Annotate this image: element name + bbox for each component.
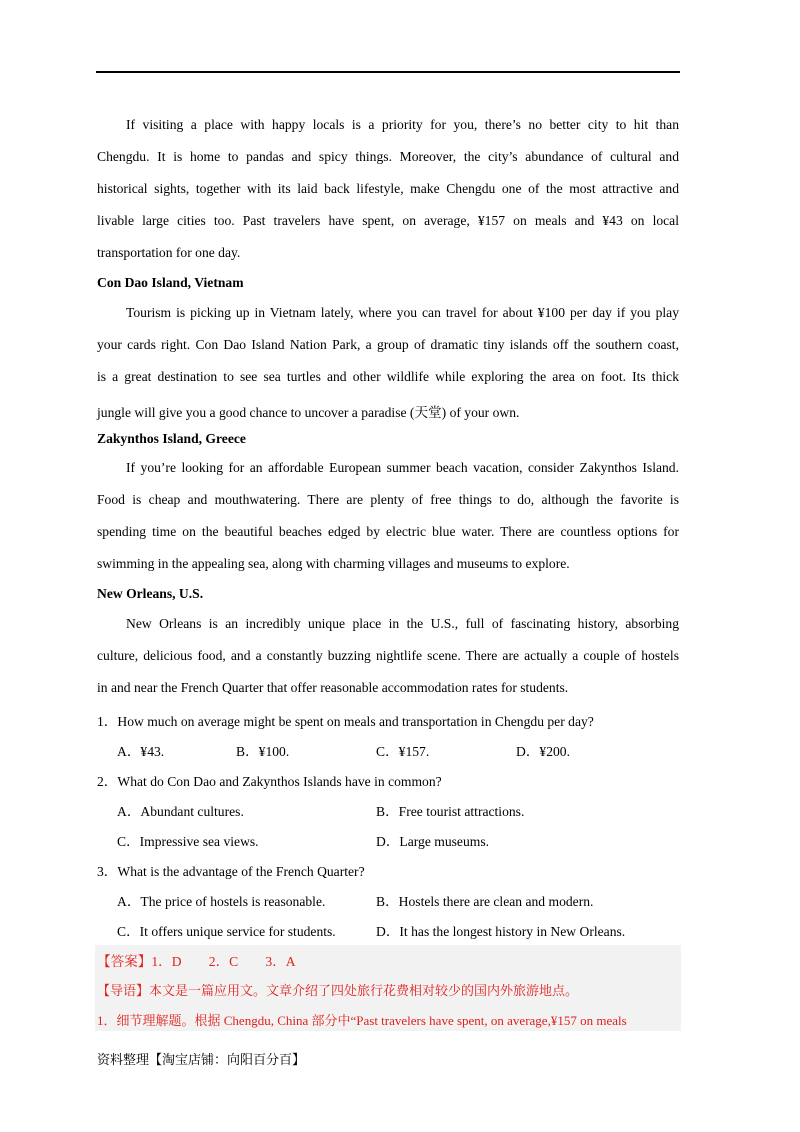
- paragraph-line: Tourism is picking up in Vietnam lately, where you can travel for about ¥100 per day if you play: [126, 305, 679, 320]
- option-c: C．¥157.: [376, 744, 430, 759]
- paragraph-line: culture, delicious food, and a constantly buzzing nightlife scene. There are actually a couple of hostels: [97, 648, 679, 663]
- paragraph-line: swimming in the appealing sea, along with charming villages and museums to explore.: [97, 556, 570, 571]
- paragraph-line: in and near the French Quarter that offer reasonable accommodation rates for students.: [97, 680, 569, 695]
- option-b: B．Free tourist attractions.: [376, 804, 525, 819]
- paragraph-line: livable large cities too. Past travelers have spent, on average, ¥157 on meals and ¥43 on local: [97, 213, 679, 228]
- option-c: C．Impressive sea views.: [117, 834, 259, 849]
- question-stem: 2．What do Con Dao and Zakynthos Islands have in common?: [97, 774, 442, 789]
- section-heading: Con Dao Island, Vietnam: [97, 275, 244, 290]
- paragraph-line: Chengdu. It is home to pandas and spicy things. Moreover, the city’s abundance of cultural and: [97, 149, 679, 164]
- paragraph-line: New Orleans is an incredibly unique place in the U.S., full of fascinating history, absorbing: [126, 616, 679, 631]
- header-rule: [96, 71, 680, 73]
- footer-source: 资料整理【淘宝店铺：向阳百分百】: [97, 1053, 306, 1068]
- explanation-line: 1．细节理解题。根据 Chengdu, China 部分中“Past travelers have spent, on average,¥157 on meals: [97, 1013, 627, 1028]
- question-stem: 1．How much on average might be spent on meals and transportation in Chengdu per day?: [97, 714, 594, 729]
- option-d: D．It has the longest history in New Orleans.: [376, 924, 626, 939]
- option-b: B．Hostels there are clean and modern.: [376, 894, 594, 909]
- option-b: B．¥100.: [236, 744, 290, 759]
- paragraph-line: If visiting a place with happy locals is a priority for you, there’s no better city to hit than: [126, 117, 679, 132]
- option-d: D．¥200.: [516, 744, 570, 759]
- paragraph-line: is a great destination to see sea turtles and other wildlife while exploring the area on foot. Its thick: [97, 369, 679, 384]
- option-a: A．Abundant cultures.: [117, 804, 244, 819]
- paragraph-line: spending time on the beautiful beaches edged by electric blue water. There are countless options for: [97, 524, 679, 539]
- question-stem: 3．What is the advantage of the French Quarter?: [97, 864, 365, 879]
- answer-line: 【答案】1．D 2．C 3．A: [97, 954, 296, 969]
- option-c: C．It offers unique service for students.: [117, 924, 336, 939]
- option-a: A．¥43.: [117, 744, 165, 759]
- paragraph-line: jungle will give you a good chance to uncover a paradise (天堂) of your own.: [97, 405, 520, 420]
- paragraph-line: transportation for one day.: [97, 245, 241, 260]
- option-a: A．The price of hostels is reasonable.: [117, 894, 326, 909]
- paragraph-line: Food is cheap and mouthwatering. There are plenty of free things to do, although the favorite is: [97, 492, 679, 507]
- paragraph-line: historical sights, together with its laid back lifestyle, make Chengdu one of the most attractive and: [97, 181, 679, 196]
- section-heading: Zakynthos Island, Greece: [97, 431, 246, 446]
- section-heading: New Orleans, U.S.: [97, 586, 204, 601]
- option-d: D．Large museums.: [376, 834, 490, 849]
- paragraph-line: your cards right. Con Dao Island Nation Park, a group of dramatic tiny islands off the southern coast,: [97, 337, 679, 352]
- paragraph-line: If you’re looking for an affordable European summer beach vacation, consider Zakynthos Island.: [126, 460, 679, 475]
- guide-line: 【导语】本文是一篇应用文。文章介绍了四处旅行花费相对较少的国内外旅游地点。: [97, 984, 579, 999]
